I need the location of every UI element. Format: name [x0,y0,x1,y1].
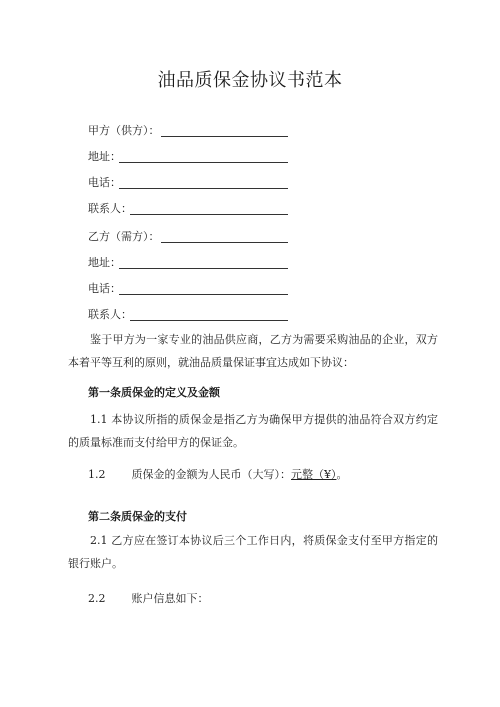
party-b-field [88,228,160,246]
party-a-address-field [88,148,121,166]
party-b-label: 乙方（需方）： [88,230,160,243]
party-a-phone-field [88,174,121,192]
party-b-phone-field [88,280,121,298]
party-b-contact-blank-line [130,320,288,321]
article-1-heading: 第一条质保金的定义及金额 [88,386,220,399]
party-a-phone-blank-line [119,188,288,189]
party-b-contact-field [88,306,132,324]
party-a-label: 甲方（供方）： [88,124,160,137]
clause-1-2-number: 1.2 [88,468,106,481]
article-2-heading: 第二条质保金的支付 [88,510,187,523]
party-b-address-field [88,254,121,272]
party-a-blank-line [161,136,288,137]
party-a-address-blank-line [119,162,288,163]
party-a-phone-label: 电话： [88,176,121,189]
party-a-field [88,122,160,140]
party-b-address-label: 地址： [88,256,121,269]
document-title: 油品质保金协议书范本 [157,70,343,91]
clause-1-2-end: 。 [336,468,348,481]
clause-2-2-text: 账户信息如下： [131,592,209,605]
party-b-contact-label: 联系人： [88,308,132,321]
party-b-phone-blank-line [119,294,288,295]
party-a-contact-blank-line [130,214,288,215]
party-b-address-blank-line [119,268,288,269]
clause-2-1-paragraph: 2.1 乙方应在签订本协议后三个工作日内，将质保金支付至甲方指定的银行账户。 [68,534,438,570]
party-a-contact-label: 联系人： [88,202,132,215]
clause-1-2-amount: 元整（¥） [291,468,337,481]
preamble-paragraph: 鉴于甲方为一家专业的油品供应商，乙方为需要采购油品的企业，双方本着平等互利的原则，就油品质量保证事宜达成如下协议： [68,333,438,369]
party-b-phone-label: 电话： [88,282,121,295]
clause-1-2-row [88,466,348,484]
clause-2-2-row [88,590,209,608]
clause-1-2-text: 质保金的金额为人民币（大写）： [131,468,291,481]
clause-1-1-paragraph: 1.1 本协议所指的质保金是指乙方为确保甲方提供的油品符合双方约定的质量标准而支付给甲方的保证金。 [68,413,438,449]
party-a-contact-field [88,200,132,218]
party-b-blank-line [161,242,288,243]
clause-2-2-number: 2.2 [88,592,106,605]
party-a-address-label: 地址： [88,150,121,163]
